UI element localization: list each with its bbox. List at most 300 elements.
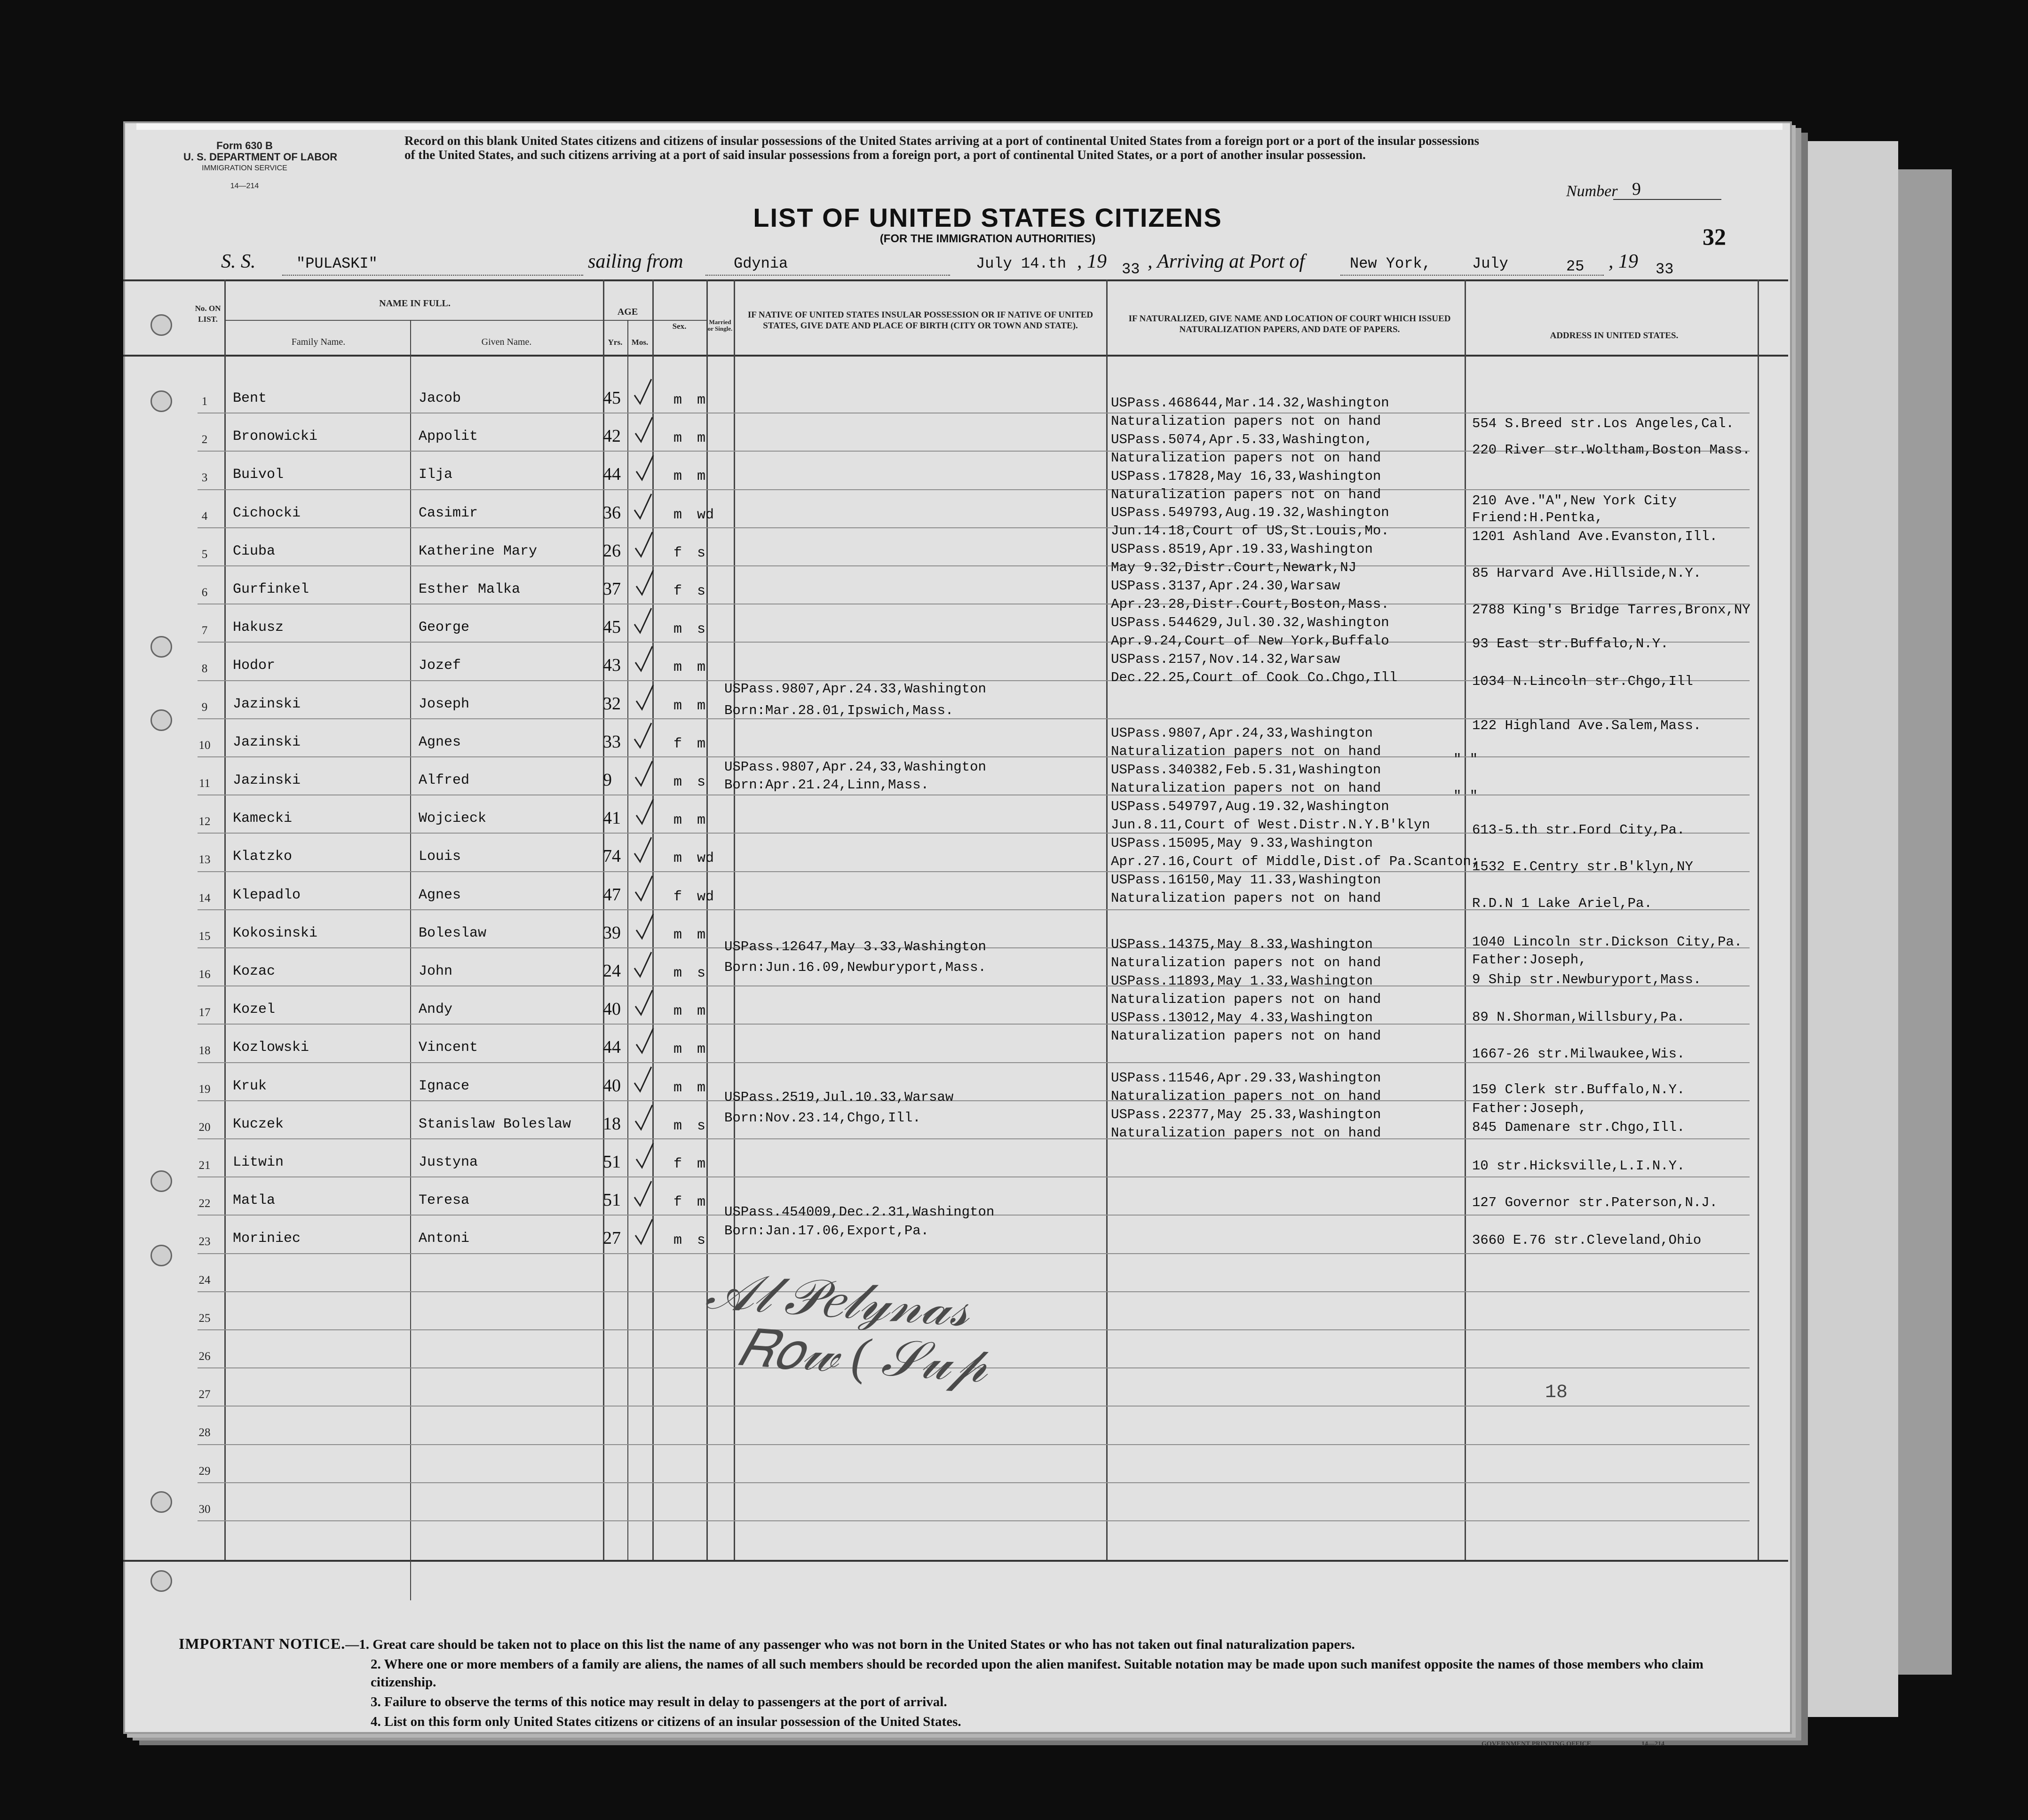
row-number: 18 [198, 1044, 211, 1057]
row-number: 9 [201, 700, 208, 714]
age-check-mark [634, 1217, 654, 1247]
naturalization-line: Apr.27.16,Court of Middle,Dist.of Pa.Scanton; [1111, 853, 1480, 869]
naturalization-line: USPass.5074,Apr.5.33,Washington, [1111, 431, 1373, 447]
page-top-edge [136, 123, 1782, 130]
age-check-mark [633, 606, 653, 636]
print-code: 14—214 [230, 182, 259, 190]
naturalization-line: USPass.8519,Apr.19.33,Washington [1111, 541, 1373, 557]
ship-underline [282, 275, 583, 276]
form-number: Form 630 B [216, 140, 273, 151]
row-number: 3 [201, 471, 208, 485]
marital-status: wd [697, 850, 714, 867]
notice-item-1: —1. Great care should be taken not to place on this list the name of any passenger who was not born in the United States or who has not taken out final naturalization papers. [345, 1637, 1355, 1652]
address-line: 1040 Lincoln str.Dickson City,Pa. [1472, 934, 1743, 950]
row-number: 7 [201, 624, 208, 637]
naturalization-line: USPass.16150,May 11.33,Washington [1111, 872, 1381, 888]
naturalization-line: USPass.544629,Jul.30.32,Washington [1111, 614, 1389, 630]
row-number: 27 [198, 1388, 211, 1401]
marital-status: wd [697, 507, 714, 523]
age-years: 18 [603, 1113, 621, 1134]
address-line: 127 Governor str.Paterson,N.J. [1472, 1195, 1718, 1210]
family-name: Kozel [233, 1001, 276, 1018]
naturalization-line: Naturalization papers not on hand [1111, 780, 1381, 796]
address-line: 3660 E.76 str.Cleveland,Ohio [1472, 1232, 1702, 1248]
record-instruction: Record on this blank United States citizens and citizens of insular possessions of the United States arriving at a port of continental United States from a foreign port or a port of the insular possessions of the United States, and such citizens arriving at a port of said insular possessions from a foreign port, a port of continental United States, or a port of another insular possession. [404, 134, 1480, 162]
row-rule [198, 756, 1750, 757]
given-name: Appolit [419, 429, 478, 445]
sex: m [673, 1041, 682, 1058]
naturalization-line: USPass.9807,Apr.24,33,Washington [1111, 725, 1373, 741]
address-line: 93 East str.Buffalo,N.Y. [1472, 636, 1669, 652]
sex: f [673, 1156, 682, 1172]
given-name: Katherine Mary [419, 543, 538, 559]
list-number: 9 [1632, 179, 1641, 199]
row-number: 19 [198, 1082, 211, 1096]
age-years: 33 [603, 731, 621, 752]
family-name: Jazinski [233, 734, 301, 750]
binder-hole [151, 1570, 172, 1592]
table-bottom-rule [123, 1560, 1788, 1562]
address-line: Father:Joseph, [1472, 952, 1587, 968]
row-number: 5 [201, 548, 208, 561]
important-notice [179, 1635, 1721, 1733]
address-line: 220 River str.Woltham,Boston Mass. [1472, 442, 1751, 458]
address-line: 122 Highland Ave.Salem,Mass. [1472, 718, 1702, 733]
age-check-mark [633, 721, 653, 750]
row-rule [198, 527, 1750, 528]
family-name: Ciuba [233, 543, 276, 559]
marital-status: m [697, 698, 706, 714]
col-divider [1758, 279, 1759, 1560]
age-years: 43 [603, 655, 621, 676]
naturalization-line: USPass.11546,Apr.29.33,Washington [1111, 1070, 1381, 1086]
row-rule [198, 1520, 1750, 1521]
family-name: Bent [233, 390, 267, 406]
page-subtitle: (FOR THE IMMIGRATION AUTHORITIES) [879, 232, 1096, 245]
age-years: 42 [603, 426, 621, 446]
header-sex: Sex. [672, 322, 687, 331]
sailing-label: sailing from [588, 251, 683, 272]
department-name: U. S. DEPARTMENT OF LABOR [183, 151, 338, 163]
naturalization-line: Naturalization papers not on hand [1111, 1088, 1381, 1104]
family-name: Klatzko [233, 849, 293, 865]
sex: f [673, 1194, 682, 1211]
naturalization-line: USPass.11893,May 1.33,Washington [1111, 973, 1373, 989]
naturalization-line: Naturalization papers not on hand [1111, 1028, 1381, 1044]
naturalization-line: USPass.549797,Aug.19.32,Washington [1111, 799, 1389, 814]
inspector-signature: 𝒜𝓁 𝒫𝑒𝓁𝓎𝓃𝒶𝓈 [704, 1262, 972, 1338]
notice-item-3: 3. Failure to observe the terms of this notice may result in delay to passengers at the port of arrival. [371, 1694, 947, 1709]
age-years: 45 [603, 388, 621, 408]
marital-status: s [697, 545, 706, 561]
naturalization-line: USPass.549793,Aug.19.32,Washington [1111, 505, 1389, 521]
marital-status: m [697, 1156, 706, 1172]
age-years: 51 [603, 1190, 621, 1210]
service-name: IMMIGRATION SERVICE [202, 164, 287, 172]
row-number: 23 [198, 1235, 211, 1248]
age-check-mark [634, 759, 654, 788]
row-number: 2 [201, 433, 208, 446]
row-number: 25 [198, 1311, 211, 1325]
family-name: Kozlowski [233, 1040, 309, 1056]
native-entry-line: Born:Jan.17.06,Export,Pa. [724, 1223, 929, 1239]
given-name: Agnes [419, 734, 461, 750]
sex: m [673, 660, 682, 676]
sex: f [673, 889, 682, 905]
row-number: 21 [198, 1159, 211, 1172]
naturalization-line: Apr.9.24,Court of New York,Buffalo [1111, 633, 1389, 649]
naturalization-line: Jun.14.18,Court of US,St.Louis,Mo. [1111, 523, 1389, 539]
marital-status: wd [697, 889, 714, 905]
family-name: Kuczek [233, 1116, 284, 1132]
family-name: Litwin [233, 1154, 284, 1170]
age-check-mark [633, 1065, 653, 1094]
address-line: 613-5.th str.Ford City,Pa. [1472, 822, 1685, 838]
native-entry-line: USPass.2519,Jul.10.33,Warsaw [724, 1089, 954, 1105]
family-name: Gurfinkel [233, 581, 309, 597]
given-name: Antoni [419, 1231, 470, 1247]
naturalization-line: Naturalization papers not on hand [1111, 955, 1381, 971]
sail-year-prefix: , 19 [1077, 251, 1107, 272]
given-name: Wojcieck [419, 811, 487, 827]
header-bottom-rule [123, 355, 1788, 357]
age-check-mark [634, 530, 654, 559]
row-rule [198, 1176, 1750, 1177]
family-name: Kokosinski [233, 925, 318, 941]
naturalization-line: USPass.468644,Mar.14.32,Washington [1111, 395, 1389, 411]
address-line: 9 Ship str.Newburyport,Mass. [1472, 972, 1702, 987]
notice-item-2: 2. Where one or more members of a family are aliens, the names of all such members should be recorded upon the alien manifest. Suitable notation may be made upon such manifest opposite the names of those members who claim citizenship. [371, 1657, 1703, 1690]
sex: m [673, 698, 682, 714]
naturalization-line: Naturalization papers not on hand [1111, 450, 1381, 466]
naturalization-line: Apr.23.28,Distr.Court,Boston,Mass. [1111, 596, 1389, 612]
family-name: Moriniec [233, 1231, 301, 1247]
native-entry-line: Born:Nov.23.14,Chgo,Ill. [724, 1110, 921, 1126]
notice-item-4: 4. List on this form only United States citizens or citizens of an insular possession of the United States. [371, 1714, 961, 1729]
given-name: Teresa [419, 1192, 470, 1209]
naturalization-line: Naturalization papers not on hand [1111, 486, 1381, 502]
row-number: 16 [198, 968, 211, 981]
header-age: AGE [617, 307, 638, 317]
age-years: 74 [603, 846, 621, 866]
address-line: 1667-26 str.Milwaukee,Wis. [1472, 1046, 1685, 1062]
given-name: Joseph [419, 696, 470, 712]
family-name: Buivol [233, 467, 284, 483]
family-name: Klepadlo [233, 887, 301, 903]
age-years: 24 [603, 961, 621, 981]
sex: m [673, 507, 682, 523]
address-line: 2788 King's Bridge Tarres,Bronx,NY [1472, 602, 1751, 618]
row-rule [198, 1138, 1750, 1139]
address-line: 85 Harvard Ave.Hillside,N.Y. [1472, 565, 1702, 581]
age-check-mark [634, 1103, 654, 1132]
header-address: ADDRESS IN UNITED STATES. [1550, 331, 1679, 341]
arriving-label: , Arriving at Port of [1148, 251, 1305, 272]
naturalization-line: Naturalization papers not on hand [1111, 413, 1381, 429]
row-rule [198, 1329, 1750, 1330]
age-years: 36 [603, 502, 621, 523]
family-name: Kamecki [233, 811, 293, 827]
marital-status: m [697, 430, 706, 447]
header-no-on-list: No. ON LIST. [195, 304, 221, 324]
native-entry-line: USPass.12647,May 3.33,Washington [724, 939, 986, 954]
marital-status: s [697, 1232, 706, 1249]
age-years: 41 [603, 808, 621, 828]
age-check-mark [634, 912, 655, 941]
row-number: 8 [201, 662, 208, 676]
sex: m [673, 392, 682, 408]
address-line: 89 N.Shorman,Willsbury,Pa. [1472, 1009, 1685, 1025]
sex: f [673, 583, 682, 599]
sex: m [673, 965, 682, 981]
row-rule [198, 1253, 1750, 1254]
naturalization-line: USPass.14375,May 8.33,Washington [1111, 937, 1373, 953]
sex: f [673, 545, 682, 561]
address-line: 554 S.Breed str.Los Angeles,Cal. [1472, 416, 1734, 431]
given-name: Andy [419, 1001, 453, 1018]
naturalization-line: USPass.340382,Feb.5.31,Washington [1111, 762, 1381, 778]
row-number: 6 [201, 586, 208, 599]
arrival-port: New York, [1350, 255, 1431, 272]
native-entry-line: Born:Mar.28.01,Ipswich,Mass. [724, 703, 954, 718]
row-rule [198, 1482, 1750, 1483]
footer-code: 14—214 [1641, 1741, 1664, 1748]
row-rule [198, 1291, 1750, 1292]
page-number: 32 [1703, 223, 1726, 250]
given-name: Jozef [419, 658, 461, 674]
row-rule [198, 1062, 1750, 1063]
address-line: Father:Joseph, [1472, 1101, 1587, 1116]
given-name: Vincent [419, 1040, 478, 1056]
naturalization-line: Naturalization papers not on hand [1111, 744, 1381, 760]
native-entry-line: USPass.9807,Apr.24,33,Washington [724, 759, 986, 775]
row-number: 4 [201, 509, 208, 523]
from-port: Gdynia [734, 255, 788, 272]
naturalization-line: USPass.13012,May 4.33,Washington [1111, 1010, 1373, 1025]
address-line: Friend:H.Pentka, [1472, 510, 1603, 525]
row-number: 13 [198, 853, 211, 866]
age-years: 47 [603, 884, 621, 905]
given-name: Esther Malka [419, 581, 521, 597]
family-name: Bronowicki [233, 429, 318, 445]
marital-status: m [697, 660, 706, 676]
marital-status: m [697, 1080, 706, 1096]
age-check-mark [634, 644, 654, 674]
marital-status: s [697, 621, 706, 638]
family-name: Kozac [233, 963, 276, 979]
sex: m [673, 927, 682, 943]
address-line: 159 Clerk str.Buffalo,N.Y. [1472, 1082, 1685, 1097]
underlying-sheet-edge [1895, 169, 1952, 1675]
address-line: 845 Damenare str.Chgo,Ill. [1472, 1120, 1685, 1135]
underlying-sheet [1792, 141, 1898, 1717]
marital-status: s [697, 583, 706, 599]
given-name: Ignace [419, 1078, 470, 1094]
header-mos: Mos. [631, 338, 649, 347]
naturalization-line: Naturalization papers not on hand [1111, 992, 1381, 1008]
address-line: 1532 E.Centry str.B'klyn,NY [1472, 859, 1693, 874]
given-name: John [419, 963, 453, 979]
marital-status: s [697, 965, 706, 981]
naturalization-line: Naturalization papers not on hand [1111, 1125, 1381, 1141]
given-name: Ilja [419, 467, 453, 483]
arrival-port-underline [1340, 275, 1604, 276]
row-number: 26 [198, 1350, 211, 1363]
family-name: Jazinski [233, 696, 301, 712]
naturalization-line: USPass.17828,May 16,33,Washington [1111, 468, 1381, 484]
given-name: Louis [419, 849, 461, 865]
marital-status: m [697, 1003, 706, 1020]
address-line: 10 str.Hicksville,L.I.N.Y. [1472, 1158, 1685, 1174]
sex: f [673, 736, 682, 752]
from-port-underline [705, 275, 950, 276]
naturalization-line: USPass.22377,May 25.33,Washington [1111, 1106, 1381, 1122]
row-number: 30 [198, 1502, 211, 1516]
age-years: 40 [603, 1075, 621, 1096]
age-check-mark [634, 988, 654, 1017]
number-label: Number [1566, 183, 1618, 200]
address-line: " " [1453, 752, 1478, 767]
row-number: 22 [198, 1197, 211, 1210]
age-check-mark [634, 1026, 655, 1056]
age-check-mark [634, 683, 655, 712]
col-divider [627, 320, 628, 1560]
naturalization-line: Naturalization papers not on hand [1111, 890, 1381, 906]
row-number: 1 [201, 395, 208, 408]
address-line: 1201 Ashland Ave.Evanston,Ill. [1472, 529, 1718, 544]
given-name: George [419, 620, 470, 636]
header-naturalized: IF NATURALIZED, GIVE NAME AND LOCATION OF COURT WHICH ISSUED NATURALIZATION PAPERS, AND DATE OF PAPERS. [1128, 314, 1451, 334]
header-name-in-full: NAME IN FULL. [379, 298, 451, 309]
header-given-name: Given Name. [481, 337, 532, 347]
address-line: R.D.N 1 Lake Ariel,Pa. [1472, 896, 1652, 911]
arrival-day: 25 [1566, 258, 1584, 275]
naturalization-line: USPass.15095,May 9.33,Washington [1111, 835, 1373, 851]
sex: m [673, 1118, 682, 1134]
naturalization-line: Dec.22.25,Court of Cook Co.Chgo,Ill [1111, 669, 1398, 685]
age-check-mark [633, 950, 653, 979]
age-check-mark [634, 874, 654, 903]
native-entry-line: Born:Apr.21.24,Linn,Mass. [724, 777, 929, 793]
age-years: 32 [603, 693, 621, 714]
age-years: 44 [603, 464, 621, 485]
age-check-mark [634, 453, 655, 483]
marital-status: m [697, 1194, 706, 1211]
age-check-mark [633, 835, 653, 865]
page-title: LIST OF UNITED STATES CITIZENS [753, 203, 1222, 232]
age-years: 37 [603, 579, 621, 599]
row-rule [198, 1444, 1750, 1445]
age-years: 27 [603, 1228, 621, 1248]
printer-credit: GOVERNMENT PRINTING OFFICE [1481, 1741, 1592, 1748]
given-name: Boleslaw [419, 925, 487, 941]
ss-label: S. S. [221, 251, 256, 272]
native-entry-line: USPass.9807,Apr.24.33,Washington [724, 681, 986, 697]
ship-name: "PULASKI" [296, 255, 378, 272]
family-name: Kruk [233, 1078, 267, 1094]
given-name: Jacob [419, 390, 461, 406]
marital-status: s [697, 1118, 706, 1134]
table-top-rule [123, 279, 1788, 281]
arrival-year: 33 [1656, 261, 1674, 278]
sail-year: 33 [1122, 261, 1140, 278]
row-number: 11 [198, 777, 211, 790]
row-rule [198, 1406, 1750, 1407]
sex: m [673, 812, 682, 829]
marital-status: m [697, 392, 706, 408]
naturalization-line: USPass.3137,Apr.24.30,Warsaw [1111, 578, 1340, 594]
family-name: Matla [233, 1192, 276, 1209]
marital-status: m [697, 927, 706, 943]
naturalization-line: USPass.2157,Nov.14.32,Warsaw [1111, 651, 1340, 667]
col-divider [410, 320, 411, 1600]
address-line: " " [1453, 788, 1478, 804]
sex: m [673, 621, 682, 638]
row-number: 20 [198, 1121, 211, 1134]
marital-status: m [697, 736, 706, 752]
address-line: 1034 N.Lincoln str.Chgo,Ill [1472, 674, 1693, 689]
age-check-mark [633, 492, 653, 521]
row-number: 29 [198, 1464, 211, 1478]
age-years: 44 [603, 1037, 621, 1057]
native-entry-line: USPass.454009,Dec.2.31,Washington [724, 1204, 995, 1220]
sex: m [673, 1003, 682, 1020]
given-name: Alfred [419, 772, 470, 788]
given-name: Stanislaw Boleslaw [419, 1116, 571, 1132]
given-name: Casimir [419, 505, 478, 521]
marital-status: m [697, 1041, 706, 1058]
row-number: 15 [198, 930, 211, 943]
age-check-mark [633, 1179, 653, 1208]
stamped-number: 18 [1545, 1382, 1568, 1403]
sex: m [673, 430, 682, 447]
sex: m [673, 850, 682, 867]
given-name: Agnes [419, 887, 461, 903]
sex: m [673, 774, 682, 790]
sex: m [673, 469, 682, 485]
age-check-mark [634, 415, 654, 445]
sex: m [673, 1080, 682, 1096]
age-years: 39 [603, 922, 621, 943]
age-years: 51 [603, 1152, 621, 1172]
family-name: Hodor [233, 658, 276, 674]
inspector-signature-title: 𝑅𝑜𝓌 ( 𝒮𝓊𝓅 [737, 1319, 990, 1394]
age-check-mark [634, 797, 655, 827]
notice-lead: IMPORTANT NOTICE. [179, 1635, 346, 1652]
row-number: 12 [198, 815, 211, 828]
arrival-year-prefix: , 19 [1608, 251, 1638, 272]
row-number: 28 [198, 1426, 211, 1439]
row-number: 17 [198, 1006, 211, 1019]
header-family-name: Family Name. [291, 337, 346, 347]
family-name: Cichocki [233, 505, 301, 521]
row-rule [198, 489, 1750, 490]
age-check-mark [634, 568, 655, 597]
address-line: 210 Ave."A",New York City [1472, 493, 1677, 509]
marital-status: s [697, 774, 706, 790]
marital-status: m [697, 812, 706, 829]
given-name: Justyna [419, 1154, 478, 1170]
form-identifier [183, 140, 338, 192]
family-name: Jazinski [233, 772, 301, 788]
row-number: 10 [198, 739, 211, 752]
header-yrs: Yrs. [608, 338, 623, 347]
age-years: 40 [603, 999, 621, 1019]
age-years: 9 [603, 770, 612, 790]
family-name: Hakusz [233, 620, 284, 636]
header-married-single: Married or Single. [707, 318, 733, 332]
marital-status: m [697, 469, 706, 485]
